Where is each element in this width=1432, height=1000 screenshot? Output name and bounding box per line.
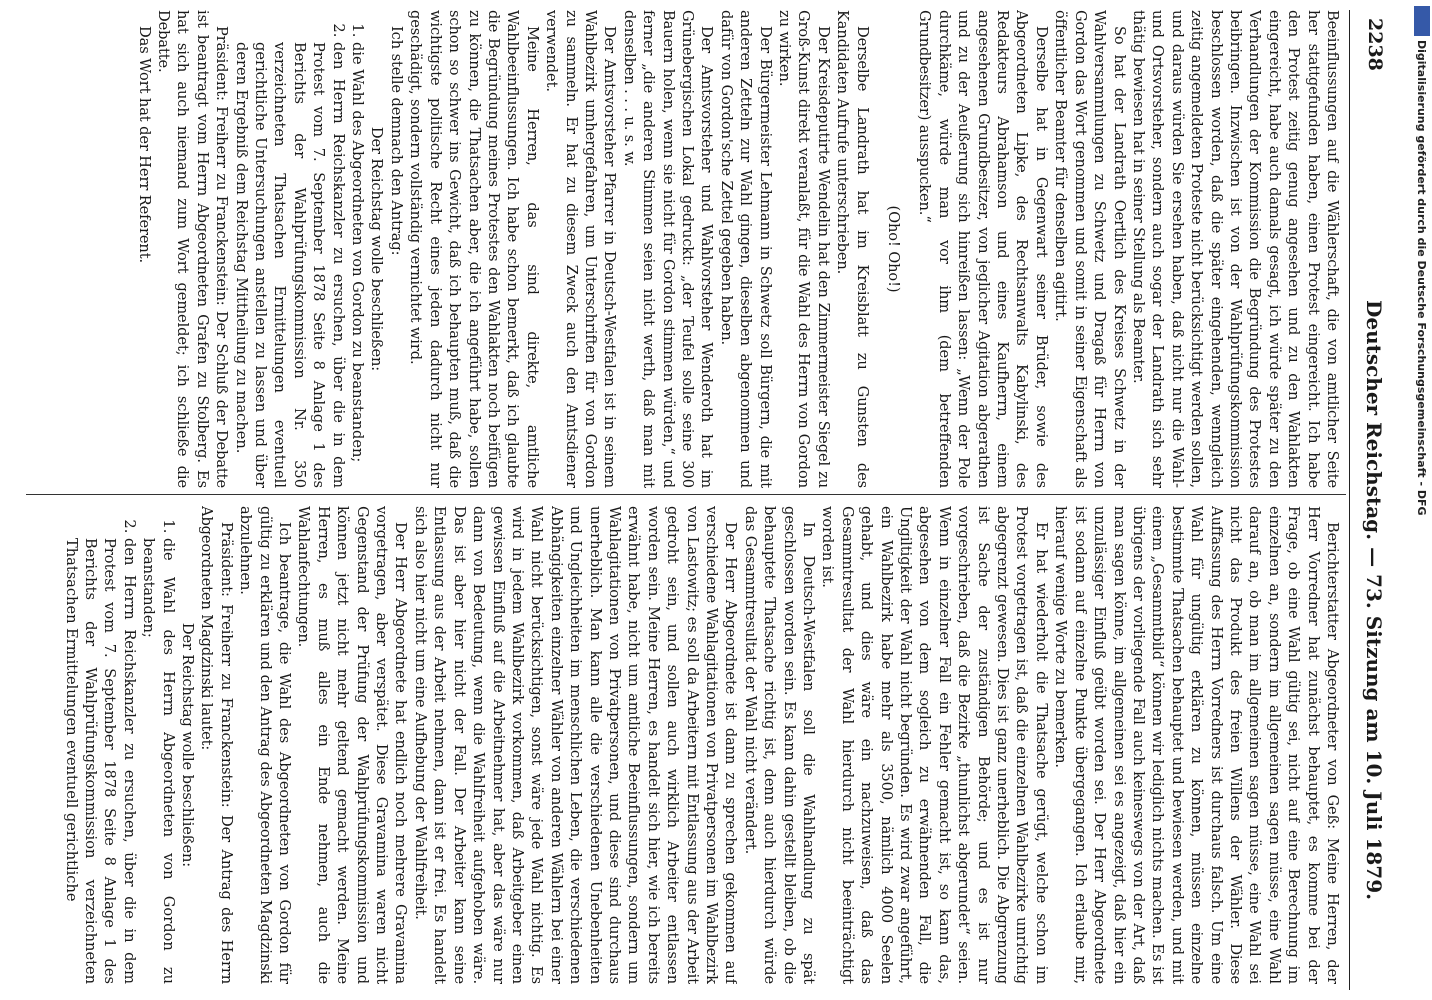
motion-list (231, 10, 367, 488)
motion-item: 1. die Wahl des Herrn Abgeordneten von Gordon zu beanstanden; (139, 538, 178, 984)
paragraph: Der Amtsvorsteher Pfarrer in Deutsch-Westfalen ist in seinem Wahlbezirk umhergefahren, um Unterschriften für von Gordon zu sammeln. Er hat zu diesem Zweck auch den Amtsdiener verwendet. (543, 10, 619, 488)
motion-item: 2. den Herrn Reichskanzler zu ersuchen, über die in dem Protest vom 7. September 1878 Seite 8 Anlage 1 des Berichts der Wahlprüfungskommission verzeichneten Thatsachen Ermittelungen eventuell gerichtliche (61, 538, 139, 984)
motion-heading: Der Reichstag wolle beschließen: (368, 126, 386, 372)
page-number: 2238 (1364, 18, 1386, 71)
motion-list (61, 506, 177, 984)
paragraph: Das Wort hat der Herr Referent. (135, 26, 153, 264)
paragraph: In Deutsch-Westfalen soll die Wahlhandlung zu spät geschlossen worden sein. Es kann dahin gestellt bleiben, ob die behauptete Thatsache richtig ist, denn auch hierdurch würde das Gesammtresultat der Wahl nicht verändert. (741, 506, 818, 984)
running-header: Deutscher Reichstag. — 73. Sitzung am 10. Juli 1879. (1362, 300, 1386, 901)
paragraph: Der Amtsvorsteher und Wahlvorsteher Wenderoth hat im Grünebergischen Lokal gedruckt: „der Teufel solle seine 300 Bauern holen, wenn sie nicht für Gordon stimmen würden,“ und ferner „die anderen Stimmen seien nicht werth, daß man mit denselben . . . u. s. w. (620, 10, 716, 488)
paragraph: Ich stelle demnach den Antrag: (387, 26, 405, 256)
column-divider (26, 494, 1346, 495)
paragraph: Berichterstatter Abgeordneter von Geß: Meine Herren, der Herr Vorredner hat zunächst behauptet, es komme bei der Frage, ob eine Wahl gültig sei, nicht auf eine Berechnung im einzelnen an, sondern im allgemeinen sagen müsse, eine Wahl darauf an, ob man im allgemeinen sagen müsse, eine Wahl sei nicht das Produkt des freien Willens der Wähler. Diese Auffassung des Herrn Vorredners ist durchaus falsch. Um eine Wahl für ungültig erklären zu können, müssen einzelne bestimmte Thatsachen behauptet und bewiesen werden, und mit einem „Gesammtbild“ können wir lediglich nichts machen. Es ist übrigens der vorliegende Fall auch keineswegs von der Art, daß man sagen könne, im allgemeinen sei es angezeigt, daß hier ein unzulässiger Einfluß geübt worden sei. Der Herr Abgeordnete ist sodann auf einzelne Punkte übergegangen. Ich erlaube mir, hierauf wenige Worte zu bemerken. (1052, 506, 1341, 984)
paragraph: Der Bürgermeister Lehmann in Schwetz soll Bürgern, die mit anderen Zetteln zur Wahl gingen, dieselben abgenommen und dafür von Gordon'sche Zettel gegeben haben. (717, 10, 774, 488)
paragraph: Ich beantrage, die Wahl des Abgeordneten von Gordon für gültig zu erklären und den Antrag des Abgeordneten Magdzinski abzulehnen. (237, 506, 294, 984)
header-rule (1349, 10, 1350, 990)
paragraph: Der Herr Abgeordnete ist dann zu sprechen gekommen auf verschiedene Wahlagitationen von Privatpersonen im Wahlbezirk von Lastowitz; es soll da Arbeitern mit Entlassung aus der Arbeit gedroht sein, und sollen auch wirklich Arbeiter entlassen worden sein. Meine Herren, es handelt sich hier, wie ich bereits erwähnt habe, nicht um amtliche Beeinflussungen, sondern um Wahlagitationen von Privatpersonen, und diese sind durchaus unerheblich. Man kann alle die verschiedenen Unebenheiten und Ungleichheiten im menschlichen Leben, die verschiedenen Abhängigkeiten einzelner Wähler von anderen Wählern bei einer Wahl nicht berücksichtigen, sonst wäre jede Wahl nichtig. Es wird in jedem Wahlbezirk vorkommen, daß Arbeitgeber einen gewissen Einfluß auf die Arbeitnehmer hat, aber das wäre nur dann von Bedeutung, wenn die Wahlfreiheit aufgehoben wäre. Das ist aber hier nicht der Fall. Der Arbeiter kann seine Entlassung aus der Arbeit nehmen, dann ist er frei. Es handelt sich also hier nicht um eine Aufhebung der Wahlfreiheit. (411, 506, 740, 984)
paragraph: Er hat wiederholt die Thatsache gerügt, welche schon im Protest vorgetragen ist, daß die einzelnen Wahlbezirke unrichtig abgegrenzt gewesen. Dies ist ganz unerheblich. Die Abgrenzung ist Sache der zuständigen Behörde; und es ist nur vorgeschrieben, daß die Bezirke „thunlichst abgerundet“ seien. Wenn in einzelner Fall ein Fehler gemacht ist, so kann das, abgesehen von dem sogleich zu erwähnenden Fall, die Ungiltigkeit der Wahl nicht begründen. Es wird zwar angeführt, ein Wahlbezirk habe mehr als 3500, nämlich 4000 Seelen gehabt, und dies wäre ein nachzuweisen, daß das Gesammtresultat der Wahl hierdurch nicht beeinträchtigt worden ist. (819, 506, 1050, 984)
paragraph: Präsident: Freiherr zu Franckenstein: Der Schluß der Debatte ist beantragt vom Herrn Abgeordneten Grafen zu Stolberg. Es hat sich auch niemand zum Wort gemeldet; ich schließe die Debatte. (155, 10, 231, 488)
interjection: (Oho! Oho!) (885, 205, 903, 293)
paragraph: Derselbe hat in Gegenwart seiner Brüder, sowie des Abgeordneten Lipke, des Rechtsanwalts Kabylinski, des Redakteurs Abrahamson und eines Kaufherrn, einem angesehenen Grundbesitzer, von jeglicher Agitation abgerathen und zu der Aeußerung sich hinreißen lassen: „Wenn der Pole durchkäme, würde man vor ihm (dem betreffenden Grundbesitzer) ausspucken.“ (916, 10, 1050, 488)
paragraph: So hat der Landrath Oertlich des Kreises Schwetz in der Wahlversammlungen zu Schwetz und Dragaß für Herrn von Gordon das Wort genommen und somit in seiner Eigenschaft als öffentlicher Beamter für denselben agitirt. (1052, 10, 1128, 488)
paragraph: Derselbe Landrath hat im Kreisblatt zu Gunsten des Kandidaten Aufrufe unterschrieben. (834, 10, 871, 488)
left-column (22, 10, 1342, 488)
paragraph: Beeinflussungen auf die Wählerschaft, die von amtlicher Seite her stattgefunden haben, einen Protest eingereicht. Ich habe den Protest zeitig genug angesehen und zu den Wahlakten eingereicht, habe auch damals gesagt, ich würde später zu den Verhandlungen der Kommission die Begründung des Protestes beibringen. Inzwischen ist von der Wahlprüfungskommission beschlossen worden, daß die später eingehenden, wenngleich zeitig angemeldeten Proteste nicht berücksichtigt werden sollen, und daraus würden Sie ersehen haben, daß nicht nur die Wahl- und Ortsvorsteher, sondern auch sogar der Landrath sich sehr thätig bewiesen hat in seiner Stellung als Beamter. (1129, 10, 1341, 488)
paragraph: Präsident: Freiherr zu Franckenstein: Der Antrag des Herrn Abgeordneten Magdzinski lautet: (198, 506, 235, 984)
dfg-logo (1414, 6, 1430, 36)
motion-item: 1. die Wahl des Abgeordneten von Gordon zu beanstanden; (348, 42, 367, 488)
digitization-credit (1410, 40, 1428, 600)
credit-text: Digitalisierung gefördert durch die Deutsche Forschungsgemeinschaft - DFG (1415, 40, 1428, 516)
motion-item: 2. den Herrn Reichskanzler zu ersuchen, über die in dem Protest vom 7. September 1878 Seite 8 Anlage 1 des Berichts der Wahlprüfungskommission Nr. 350 verzeichneten Thatsachen Ermittelungen eventuell gerichtliche Untersuchungen anstellen zu lassen und über deren Ergebniß dem Reichstag Mittheilung zu machen. (231, 42, 347, 488)
paragraph: Der Herr Abgeordnete hat endlich noch mehrere Gravamina vorgetragen, aber verspätet. Diese Gravamina waren nicht Gegenstand der Prüfung der Wahlprüfungskommission und können jetzt nicht mehr geltend gemacht werden. Meine Herren, es muß alles ein Ende nehmen, auch die Wahlanfechtungen. (295, 506, 410, 984)
right-column (22, 506, 1342, 984)
paragraph: Der Kreisdeputirte Wendelin hat den Zimmermeister Siegel zu Groß-Kunst direkt veranlaßt, für die Wahl des Herrn von Gordon zu wirken. (776, 10, 832, 488)
paragraph: Meine Herren, das sind direkte, amtliche Wahlbeeinflussungen. Ich habe schon bemerkt, daß ich glaubte die Begründung meines Protestes den Wahlakten noch beifügen zu können, die Thatsachen aber, die ich angeführt habe, sollen schon so schwer ins Gewicht, daß ich behaupten muß, daß die wichtigste politische Recht eines jeden dadurch nicht nur geschädigt, sondern vollständig vernichtet wird. (407, 10, 541, 488)
motion-heading: Der Reichstag wolle beschließen: (179, 622, 197, 868)
